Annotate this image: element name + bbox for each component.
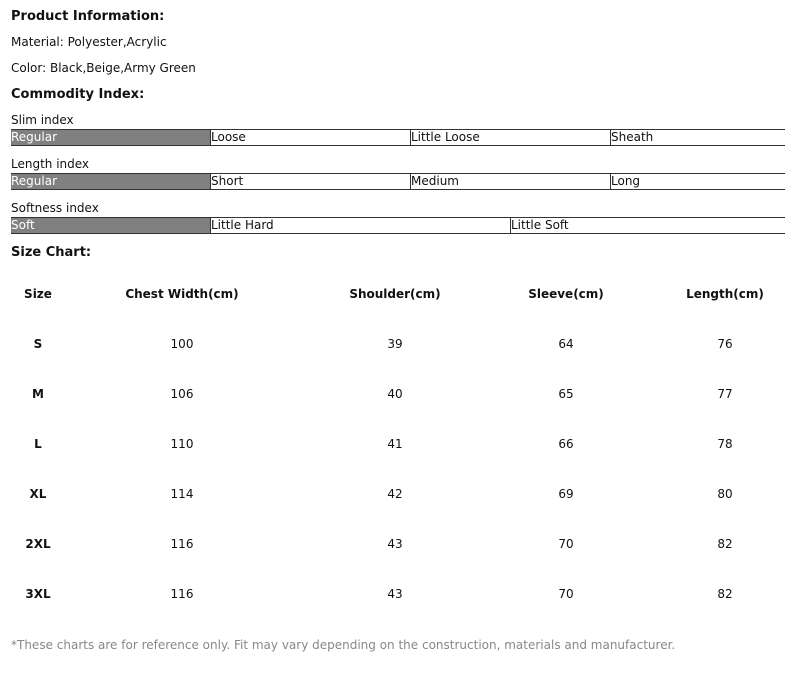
table-cell: 41 (387, 437, 403, 451)
size-label: S (33, 337, 43, 351)
shoulder-header: Shoulder(cm) (349, 287, 441, 301)
table-cell: 40 (387, 387, 403, 401)
commodity-heading: Commodity Index: (11, 87, 145, 102)
table-cell: 78 (717, 437, 733, 451)
table-cell: 106 (170, 387, 194, 401)
table-cell: 69 (558, 487, 574, 501)
table-cell: 116 (170, 587, 194, 601)
table-cell: 43 (387, 537, 403, 551)
table-cell: 82 (717, 587, 733, 601)
size-label: 2XL (25, 537, 51, 551)
table-cell: 82 (717, 537, 733, 551)
material-text: Material: Polyester,Acrylic (11, 35, 167, 49)
table-cell: 77 (717, 387, 733, 401)
footnote: *These charts are for reference only. Fit may vary depending on the construction, materials and manufacturer. (11, 638, 676, 652)
softness-option-soft: Soft (11, 218, 210, 233)
size-label: M (32, 387, 44, 401)
size-header: Size (24, 287, 52, 301)
length-index-label: Length index (11, 157, 90, 171)
size-label: XL (29, 487, 47, 501)
product-info-heading: Product Information: (11, 9, 165, 24)
table-cell: 70 (558, 587, 574, 601)
table-cell: 76 (717, 337, 733, 351)
chest-width-header: Chest Width(cm) (125, 287, 239, 301)
length-option-short: Short (210, 174, 410, 189)
softness-index-bar (11, 217, 785, 234)
table-cell: 110 (170, 437, 194, 451)
color-text: Color: Black,Beige,Army Green (11, 61, 196, 75)
slim-option-little-loose: Little Loose (410, 130, 610, 145)
table-cell: 39 (387, 337, 403, 351)
length-option-long: Long (610, 174, 785, 189)
softness-option-little-soft: Little Soft (510, 218, 785, 233)
table-cell: 66 (558, 437, 574, 451)
slim-option-loose: Loose (210, 130, 410, 145)
slim-option-sheath: Sheath (610, 130, 785, 145)
size-chart-heading: Size Chart: (11, 245, 92, 260)
slim-index-bar (11, 129, 785, 146)
softness-index-label: Softness index (11, 201, 99, 215)
size-label: L (34, 437, 42, 451)
length-option-medium: Medium (410, 174, 610, 189)
table-cell: 70 (558, 537, 574, 551)
table-cell: 65 (558, 387, 574, 401)
size-label: 3XL (25, 587, 51, 601)
table-cell: 80 (717, 487, 733, 501)
table-cell: 100 (170, 337, 194, 351)
length-index-bar (11, 173, 785, 190)
length-option-regular: Regular (11, 174, 210, 189)
softness-option-little-hard: Little Hard (210, 218, 510, 233)
table-cell: 116 (170, 537, 194, 551)
table-cell: 42 (387, 487, 403, 501)
table-cell: 64 (558, 337, 574, 351)
length-header: Length(cm) (686, 287, 764, 301)
sleeve-header: Sleeve(cm) (528, 287, 604, 301)
slim-option-regular: Regular (11, 130, 210, 145)
table-cell: 114 (170, 487, 194, 501)
table-cell: 43 (387, 587, 403, 601)
slim-index-label: Slim index (11, 113, 74, 127)
